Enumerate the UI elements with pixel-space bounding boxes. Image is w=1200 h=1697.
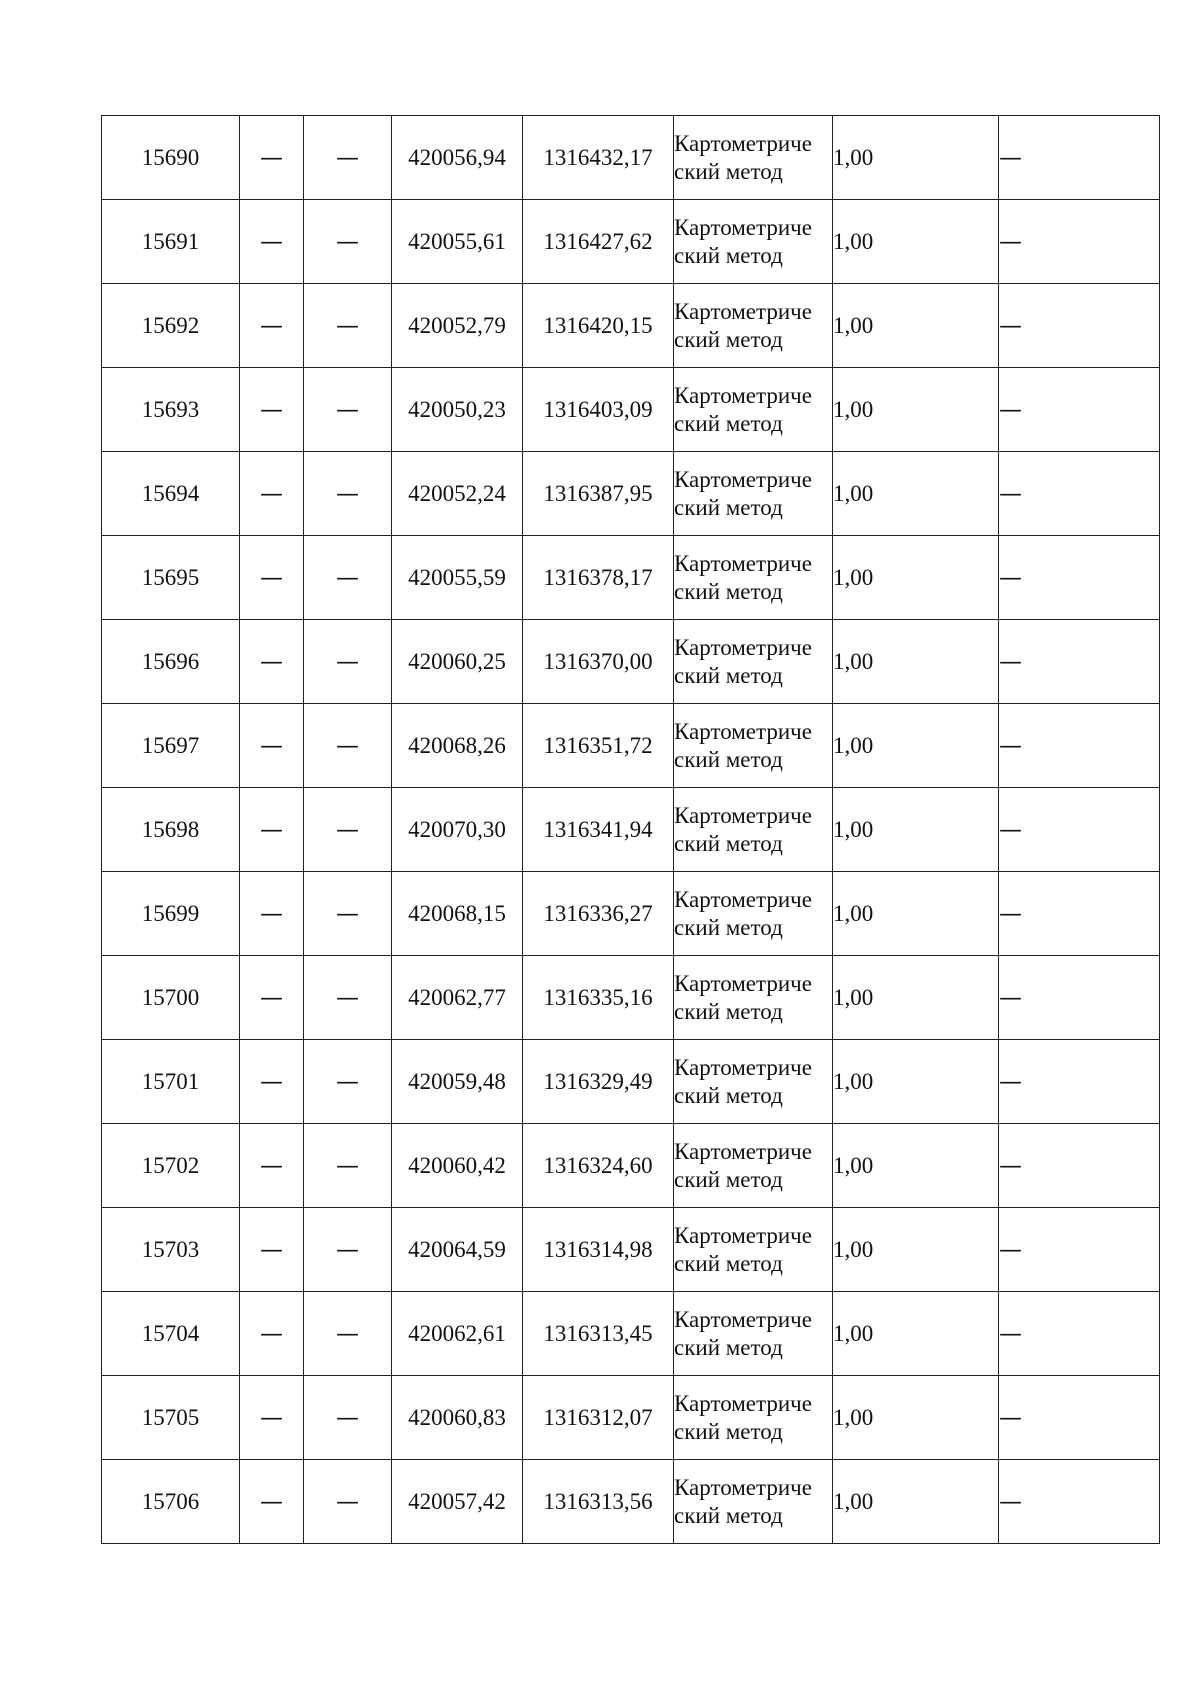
x-coordinate-cell: 420050,23 bbox=[392, 368, 523, 452]
point-number-cell: 15690 bbox=[102, 116, 240, 200]
method-text: Картометрический метод bbox=[674, 802, 812, 856]
method-cell bbox=[674, 620, 833, 704]
y-coordinate-cell: 1316432,17 bbox=[523, 116, 674, 200]
x-coordinate-cell: 420059,48 bbox=[392, 1040, 523, 1124]
y-coordinate-cell: 1316313,45 bbox=[523, 1292, 674, 1376]
old-y-cell: — bbox=[304, 620, 392, 704]
description-cell: — bbox=[999, 704, 1160, 788]
old-x-cell: — bbox=[240, 704, 304, 788]
method-text: Картометрический метод bbox=[674, 718, 812, 772]
method-text: Картометрический метод bbox=[674, 466, 812, 520]
table-row bbox=[102, 200, 1160, 284]
old-y-cell: — bbox=[304, 1124, 392, 1208]
point-number-cell: 15698 bbox=[102, 788, 240, 872]
accuracy-cell: 1,00 bbox=[833, 788, 999, 872]
old-x-cell: — bbox=[240, 788, 304, 872]
point-number-cell: 15694 bbox=[102, 452, 240, 536]
coordinates-table bbox=[101, 115, 1160, 1544]
accuracy-cell: 1,00 bbox=[833, 1292, 999, 1376]
y-coordinate-cell: 1316387,95 bbox=[523, 452, 674, 536]
method-text: Картометрический метод bbox=[674, 382, 812, 436]
x-coordinate-cell: 420062,61 bbox=[392, 1292, 523, 1376]
x-coordinate-cell: 420052,79 bbox=[392, 284, 523, 368]
description-cell: — bbox=[999, 788, 1160, 872]
point-number-cell: 15696 bbox=[102, 620, 240, 704]
point-number-cell: 15701 bbox=[102, 1040, 240, 1124]
description-cell: — bbox=[999, 1040, 1160, 1124]
table-row bbox=[102, 116, 1160, 200]
x-coordinate-cell: 420062,77 bbox=[392, 956, 523, 1040]
old-x-cell: — bbox=[240, 1376, 304, 1460]
x-coordinate-cell: 420068,26 bbox=[392, 704, 523, 788]
old-y-cell: — bbox=[304, 1208, 392, 1292]
y-coordinate-cell: 1316378,17 bbox=[523, 536, 674, 620]
table-row bbox=[102, 1124, 1160, 1208]
old-y-cell: — bbox=[304, 788, 392, 872]
table-row bbox=[102, 1460, 1160, 1544]
point-number-cell: 15705 bbox=[102, 1376, 240, 1460]
description-cell: — bbox=[999, 200, 1160, 284]
y-coordinate-cell: 1316370,00 bbox=[523, 620, 674, 704]
old-x-cell: — bbox=[240, 956, 304, 1040]
method-cell bbox=[674, 872, 833, 956]
point-number-cell: 15702 bbox=[102, 1124, 240, 1208]
description-cell: — bbox=[999, 956, 1160, 1040]
description-cell: — bbox=[999, 1208, 1160, 1292]
accuracy-cell: 1,00 bbox=[833, 872, 999, 956]
accuracy-cell: 1,00 bbox=[833, 1460, 999, 1544]
table-row bbox=[102, 1040, 1160, 1124]
description-cell: — bbox=[999, 1124, 1160, 1208]
old-x-cell: — bbox=[240, 200, 304, 284]
description-cell: — bbox=[999, 368, 1160, 452]
accuracy-cell: 1,00 bbox=[833, 284, 999, 368]
method-cell bbox=[674, 284, 833, 368]
accuracy-cell: 1,00 bbox=[833, 1208, 999, 1292]
table-row bbox=[102, 788, 1160, 872]
accuracy-cell: 1,00 bbox=[833, 200, 999, 284]
y-coordinate-cell: 1316329,49 bbox=[523, 1040, 674, 1124]
x-coordinate-cell: 420060,25 bbox=[392, 620, 523, 704]
accuracy-cell: 1,00 bbox=[833, 704, 999, 788]
description-cell: — bbox=[999, 872, 1160, 956]
y-coordinate-cell: 1316420,15 bbox=[523, 284, 674, 368]
old-x-cell: — bbox=[240, 1460, 304, 1544]
method-cell bbox=[674, 452, 833, 536]
table-row bbox=[102, 1208, 1160, 1292]
point-number-cell: 15706 bbox=[102, 1460, 240, 1544]
accuracy-cell: 1,00 bbox=[833, 956, 999, 1040]
point-number-cell: 15691 bbox=[102, 200, 240, 284]
old-x-cell: — bbox=[240, 116, 304, 200]
point-number-cell: 15693 bbox=[102, 368, 240, 452]
method-cell bbox=[674, 1376, 833, 1460]
x-coordinate-cell: 420060,42 bbox=[392, 1124, 523, 1208]
table-row bbox=[102, 536, 1160, 620]
description-cell: — bbox=[999, 452, 1160, 536]
method-text: Картометрический метод bbox=[674, 130, 812, 184]
old-y-cell: — bbox=[304, 704, 392, 788]
old-y-cell: — bbox=[304, 1460, 392, 1544]
description-cell: — bbox=[999, 284, 1160, 368]
method-text: Картометрический метод bbox=[674, 1390, 812, 1444]
old-y-cell: — bbox=[304, 872, 392, 956]
x-coordinate-cell: 420057,42 bbox=[392, 1460, 523, 1544]
table-row bbox=[102, 368, 1160, 452]
old-x-cell: — bbox=[240, 620, 304, 704]
description-cell: — bbox=[999, 536, 1160, 620]
y-coordinate-cell: 1316335,16 bbox=[523, 956, 674, 1040]
point-number-cell: 15699 bbox=[102, 872, 240, 956]
method-cell bbox=[674, 368, 833, 452]
x-coordinate-cell: 420052,24 bbox=[392, 452, 523, 536]
accuracy-cell: 1,00 bbox=[833, 1040, 999, 1124]
y-coordinate-cell: 1316427,62 bbox=[523, 200, 674, 284]
method-cell bbox=[674, 704, 833, 788]
method-text: Картометрический метод bbox=[674, 1138, 812, 1192]
old-y-cell: — bbox=[304, 956, 392, 1040]
old-x-cell: — bbox=[240, 872, 304, 956]
old-x-cell: — bbox=[240, 452, 304, 536]
old-y-cell: — bbox=[304, 1292, 392, 1376]
accuracy-cell: 1,00 bbox=[833, 116, 999, 200]
table-row bbox=[102, 452, 1160, 536]
old-y-cell: — bbox=[304, 536, 392, 620]
old-x-cell: — bbox=[240, 284, 304, 368]
method-text: Картометрический метод bbox=[674, 634, 812, 688]
method-text: Картометрический метод bbox=[674, 550, 812, 604]
accuracy-cell: 1,00 bbox=[833, 1124, 999, 1208]
y-coordinate-cell: 1316403,09 bbox=[523, 368, 674, 452]
old-y-cell: — bbox=[304, 116, 392, 200]
method-text: Картометрический метод bbox=[674, 970, 812, 1024]
method-cell bbox=[674, 1040, 833, 1124]
old-y-cell: — bbox=[304, 368, 392, 452]
point-number-cell: 15700 bbox=[102, 956, 240, 1040]
y-coordinate-cell: 1316341,94 bbox=[523, 788, 674, 872]
old-y-cell: — bbox=[304, 452, 392, 536]
y-coordinate-cell: 1316312,07 bbox=[523, 1376, 674, 1460]
y-coordinate-cell: 1316324,60 bbox=[523, 1124, 674, 1208]
accuracy-cell: 1,00 bbox=[833, 368, 999, 452]
accuracy-cell: 1,00 bbox=[833, 1376, 999, 1460]
x-coordinate-cell: 420056,94 bbox=[392, 116, 523, 200]
point-number-cell: 15692 bbox=[102, 284, 240, 368]
method-cell bbox=[674, 1208, 833, 1292]
table-row bbox=[102, 956, 1160, 1040]
coordinates-table-body bbox=[102, 116, 1160, 1544]
method-text: Картометрический метод bbox=[674, 1306, 812, 1360]
x-coordinate-cell: 420064,59 bbox=[392, 1208, 523, 1292]
point-number-cell: 15704 bbox=[102, 1292, 240, 1376]
table-row bbox=[102, 872, 1160, 956]
old-x-cell: — bbox=[240, 1292, 304, 1376]
description-cell: — bbox=[999, 116, 1160, 200]
method-text: Картометрический метод bbox=[674, 1222, 812, 1276]
y-coordinate-cell: 1316314,98 bbox=[523, 1208, 674, 1292]
old-y-cell: — bbox=[304, 1040, 392, 1124]
y-coordinate-cell: 1316313,56 bbox=[523, 1460, 674, 1544]
x-coordinate-cell: 420070,30 bbox=[392, 788, 523, 872]
method-cell bbox=[674, 116, 833, 200]
method-cell bbox=[674, 788, 833, 872]
table-row bbox=[102, 1376, 1160, 1460]
old-x-cell: — bbox=[240, 368, 304, 452]
description-cell: — bbox=[999, 1292, 1160, 1376]
old-y-cell: — bbox=[304, 200, 392, 284]
point-number-cell: 15695 bbox=[102, 536, 240, 620]
method-text: Картометрический метод bbox=[674, 886, 812, 940]
method-cell bbox=[674, 1292, 833, 1376]
method-cell bbox=[674, 1460, 833, 1544]
x-coordinate-cell: 420068,15 bbox=[392, 872, 523, 956]
table-row bbox=[102, 1292, 1160, 1376]
method-text: Картометрический метод bbox=[674, 214, 812, 268]
old-x-cell: — bbox=[240, 1124, 304, 1208]
old-x-cell: — bbox=[240, 1208, 304, 1292]
x-coordinate-cell: 420055,61 bbox=[392, 200, 523, 284]
old-y-cell: — bbox=[304, 1376, 392, 1460]
y-coordinate-cell: 1316336,27 bbox=[523, 872, 674, 956]
method-text: Картометрический метод bbox=[674, 1054, 812, 1108]
table-row bbox=[102, 620, 1160, 704]
y-coordinate-cell: 1316351,72 bbox=[523, 704, 674, 788]
method-text: Картометрический метод bbox=[674, 298, 812, 352]
method-cell bbox=[674, 536, 833, 620]
accuracy-cell: 1,00 bbox=[833, 620, 999, 704]
x-coordinate-cell: 420060,83 bbox=[392, 1376, 523, 1460]
old-y-cell: — bbox=[304, 284, 392, 368]
description-cell: — bbox=[999, 1460, 1160, 1544]
description-cell: — bbox=[999, 1376, 1160, 1460]
method-text: Картометрический метод bbox=[674, 1474, 812, 1528]
accuracy-cell: 1,00 bbox=[833, 452, 999, 536]
method-cell bbox=[674, 1124, 833, 1208]
point-number-cell: 15703 bbox=[102, 1208, 240, 1292]
method-cell bbox=[674, 200, 833, 284]
x-coordinate-cell: 420055,59 bbox=[392, 536, 523, 620]
table-row bbox=[102, 704, 1160, 788]
description-cell: — bbox=[999, 620, 1160, 704]
old-x-cell: — bbox=[240, 1040, 304, 1124]
old-x-cell: — bbox=[240, 536, 304, 620]
table-row bbox=[102, 284, 1160, 368]
point-number-cell: 15697 bbox=[102, 704, 240, 788]
accuracy-cell: 1,00 bbox=[833, 536, 999, 620]
method-cell bbox=[674, 956, 833, 1040]
